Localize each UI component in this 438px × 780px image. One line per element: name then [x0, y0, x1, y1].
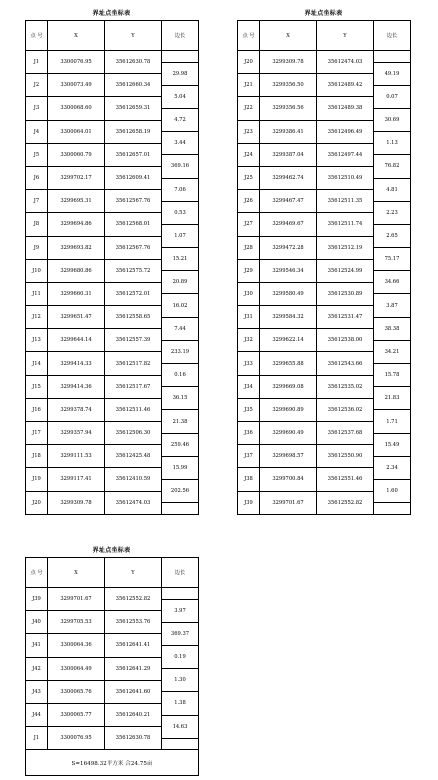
y-coordinate: 35612557.39 [105, 329, 162, 352]
y-coordinate: 35612575.72 [105, 259, 162, 282]
point-id: J2 [26, 74, 48, 97]
point-id: J12 [26, 306, 48, 329]
point-id: J24 [238, 143, 260, 166]
edge-blank [162, 588, 199, 600]
edge-length: 1.13 [374, 132, 411, 155]
x-coordinate: 3299309.78 [260, 51, 317, 74]
point-id: J8 [26, 213, 48, 236]
y-coordinate: 35612511.35 [317, 190, 374, 213]
y-coordinate: 35612609.41 [105, 166, 162, 189]
x-coordinate: 3299414.33 [48, 352, 105, 375]
point-id: J5 [26, 143, 48, 166]
y-coordinate: 35612489.42 [317, 74, 374, 97]
x-coordinate: 3299660.31 [48, 282, 105, 305]
y-coordinate: 35612410.59 [105, 468, 162, 491]
header-y: Y [105, 21, 162, 51]
point-id: J1 [26, 727, 48, 750]
point-id: J28 [238, 236, 260, 259]
y-coordinate: 35612658.19 [105, 120, 162, 143]
point-id: J20 [26, 491, 48, 514]
header-edge: 边长 [162, 558, 199, 588]
x-coordinate: 3299386.41 [260, 120, 317, 143]
y-coordinate: 35612425.48 [105, 445, 162, 468]
x-coordinate: 3299356.56 [260, 97, 317, 120]
edge-length: 15.78 [374, 364, 411, 387]
point-id: J13 [26, 329, 48, 352]
point-id: J37 [238, 445, 260, 468]
coordinate-grid [25, 20, 199, 515]
point-id: J33 [238, 352, 260, 375]
point-id: J4 [26, 120, 48, 143]
x-coordinate: 3300073.49 [48, 74, 105, 97]
edge-length: 7.44 [162, 317, 199, 340]
point-id: J23 [238, 120, 260, 143]
point-id: J17 [26, 422, 48, 445]
header-y: Y [105, 558, 162, 588]
x-coordinate: 3299111.53 [48, 445, 105, 468]
edge-length: 1.07 [162, 224, 199, 247]
x-coordinate: 3299357.94 [48, 422, 105, 445]
x-coordinate: 3299690.49 [260, 422, 317, 445]
edge-length: 3.97 [162, 599, 199, 622]
header-edge: 边长 [374, 21, 411, 51]
point-id: J27 [238, 213, 260, 236]
coordinate-table-1 [25, 8, 198, 513]
x-coordinate: 3299580.49 [260, 282, 317, 305]
edge-length: 30.69 [374, 108, 411, 131]
y-coordinate: 35612543.66 [317, 352, 374, 375]
x-coordinate: 3299622.14 [260, 329, 317, 352]
edge-length: 4.81 [374, 178, 411, 201]
edge-length: 0.19 [162, 645, 199, 668]
edge-length: 76.82 [374, 155, 411, 178]
edge-length: 36.15 [162, 387, 199, 410]
point-id: J32 [238, 329, 260, 352]
x-coordinate: 3300068.60 [48, 97, 105, 120]
x-coordinate: 3300060.79 [48, 143, 105, 166]
point-id: J26 [238, 190, 260, 213]
edge-length: 20.89 [162, 271, 199, 294]
point-id: J39 [238, 491, 260, 514]
point-id: J43 [26, 680, 48, 703]
point-id: J22 [238, 97, 260, 120]
x-coordinate: 3299702.17 [48, 166, 105, 189]
x-coordinate: 3300076.95 [48, 51, 105, 74]
x-coordinate: 3299472.28 [260, 236, 317, 259]
edge-length: 0.16 [162, 364, 199, 387]
point-id: J40 [26, 611, 48, 634]
edge-length: 7.06 [162, 178, 199, 201]
header-point: 点 号 [26, 21, 48, 51]
edge-length: 0.07 [374, 85, 411, 108]
y-coordinate: 35612641.60 [105, 680, 162, 703]
coordinate-table-3 [25, 545, 198, 770]
y-coordinate: 35612506.30 [105, 422, 162, 445]
y-coordinate: 35612567.76 [105, 236, 162, 259]
point-id: J29 [238, 259, 260, 282]
point-id: J18 [26, 445, 48, 468]
y-coordinate: 35612550.90 [317, 445, 374, 468]
y-coordinate: 35612510.49 [317, 166, 374, 189]
edge-length: 34.66 [374, 271, 411, 294]
edge-length: 2.65 [374, 224, 411, 247]
x-coordinate: 3300065.76 [48, 680, 105, 703]
edge-length: 1.60 [374, 479, 411, 502]
x-coordinate: 3300076.95 [48, 727, 105, 750]
point-id: J38 [238, 468, 260, 491]
x-coordinate: 3300064.49 [48, 657, 105, 680]
y-coordinate: 35612538.00 [317, 329, 374, 352]
edge-length: 34.21 [374, 340, 411, 363]
edge-length: 1.71 [374, 410, 411, 433]
x-coordinate: 3299469.67 [260, 213, 317, 236]
point-id: J36 [238, 422, 260, 445]
x-coordinate: 3299309.78 [48, 491, 105, 514]
point-id: J11 [26, 282, 48, 305]
edge-length: 1.38 [162, 692, 199, 715]
point-id: J21 [238, 74, 260, 97]
y-coordinate: 35612641.29 [105, 657, 162, 680]
x-coordinate: 3299651.47 [48, 306, 105, 329]
y-coordinate: 35612641.41 [105, 634, 162, 657]
x-coordinate: 3299378.74 [48, 398, 105, 421]
coordinate-grid [25, 557, 199, 776]
table-title: 界址点坐标表 [92, 547, 131, 554]
header-row [238, 21, 411, 51]
x-coordinate: 3300065.77 [48, 703, 105, 726]
y-coordinate: 35612535.02 [317, 375, 374, 398]
coordinate-grid [237, 20, 411, 515]
header-edge: 边长 [162, 21, 199, 51]
edge-length: 4.72 [162, 108, 199, 131]
point-id: J44 [26, 703, 48, 726]
y-coordinate: 35612568.01 [105, 213, 162, 236]
y-coordinate: 35612660.34 [105, 74, 162, 97]
y-coordinate: 35612552.82 [317, 491, 374, 514]
x-coordinate: 3299700.84 [260, 468, 317, 491]
x-coordinate: 3299644.14 [48, 329, 105, 352]
x-coordinate: 3300064.01 [48, 120, 105, 143]
x-coordinate: 3300064.36 [48, 634, 105, 657]
header-x: X [48, 21, 105, 51]
x-coordinate: 3299701.67 [48, 588, 105, 611]
edge-length: 1.30 [162, 669, 199, 692]
x-coordinate: 3299546.34 [260, 259, 317, 282]
table-row [26, 588, 199, 600]
edge-length: 3.87 [374, 294, 411, 317]
point-id: J16 [26, 398, 48, 421]
point-id: J6 [26, 166, 48, 189]
header-point: 点 号 [26, 558, 48, 588]
x-coordinate: 3299698.57 [260, 445, 317, 468]
edge-blank [162, 738, 199, 750]
y-coordinate: 35612657.01 [105, 143, 162, 166]
y-coordinate: 35612530.89 [317, 282, 374, 305]
y-coordinate: 35612511.46 [105, 398, 162, 421]
point-id: J41 [26, 634, 48, 657]
header-row [26, 558, 199, 588]
y-coordinate: 35612536.02 [317, 398, 374, 421]
y-coordinate: 35612630.78 [105, 727, 162, 750]
point-id: J42 [26, 657, 48, 680]
edge-blank [374, 503, 411, 515]
point-id: J10 [26, 259, 48, 282]
x-coordinate: 3299695.31 [48, 190, 105, 213]
x-coordinate: 3299705.53 [48, 611, 105, 634]
edge-length: 16.02 [162, 294, 199, 317]
edge-length: 3.44 [162, 132, 199, 155]
x-coordinate: 3299462.74 [260, 166, 317, 189]
edge-length: 5.04 [162, 85, 199, 108]
edge-length: 75.17 [374, 248, 411, 271]
y-coordinate: 35612531.47 [317, 306, 374, 329]
header-y: Y [317, 21, 374, 51]
edge-length: 14.63 [162, 715, 199, 738]
table-title: 界址点坐标表 [304, 10, 343, 17]
point-id: J19 [26, 468, 48, 491]
x-coordinate: 3299117.41 [48, 468, 105, 491]
edge-length: 2.34 [374, 456, 411, 479]
edge-length: 15.21 [162, 248, 199, 271]
y-coordinate: 35612512.19 [317, 236, 374, 259]
y-coordinate: 35612537.68 [317, 422, 374, 445]
edge-length: 15.99 [162, 456, 199, 479]
y-coordinate: 35612551.46 [317, 468, 374, 491]
point-id: J15 [26, 375, 48, 398]
table-row [26, 51, 199, 63]
edge-length: 2.23 [374, 201, 411, 224]
y-coordinate: 35612489.38 [317, 97, 374, 120]
x-coordinate: 3299694.86 [48, 213, 105, 236]
point-id: J1 [26, 51, 48, 74]
edge-length: 38.38 [374, 317, 411, 340]
edge-length: 233.19 [162, 340, 199, 363]
x-coordinate: 3299655.88 [260, 352, 317, 375]
y-coordinate: 35612474.03 [105, 491, 162, 514]
x-coordinate: 3299690.89 [260, 398, 317, 421]
x-coordinate: 3299467.47 [260, 190, 317, 213]
header-x: X [260, 21, 317, 51]
y-coordinate: 35612558.65 [105, 306, 162, 329]
point-id: J25 [238, 166, 260, 189]
edge-length: 29.98 [162, 62, 199, 85]
x-coordinate: 3299680.86 [48, 259, 105, 282]
point-id: J30 [238, 282, 260, 305]
x-coordinate: 3299356.50 [260, 74, 317, 97]
x-coordinate: 3299387.04 [260, 143, 317, 166]
header-point: 点 号 [238, 21, 260, 51]
footer-row [26, 750, 199, 776]
y-coordinate: 35612552.82 [105, 588, 162, 611]
header-row [26, 21, 199, 51]
y-coordinate: 35612630.78 [105, 51, 162, 74]
coordinate-table-2 [237, 8, 410, 513]
y-coordinate: 35612497.44 [317, 143, 374, 166]
point-id: J3 [26, 97, 48, 120]
point-id: J35 [238, 398, 260, 421]
area-summary: S=16498.32平方米 合24.75亩 [26, 750, 199, 776]
y-coordinate: 35612524.99 [317, 259, 374, 282]
table-row [238, 51, 411, 63]
y-coordinate: 35612567.76 [105, 190, 162, 213]
x-coordinate: 3299693.82 [48, 236, 105, 259]
y-coordinate: 35612553.76 [105, 611, 162, 634]
edge-blank [162, 51, 199, 63]
point-id: J39 [26, 588, 48, 611]
edge-length: 21.38 [162, 410, 199, 433]
x-coordinate: 3299584.32 [260, 306, 317, 329]
point-id: J20 [238, 51, 260, 74]
point-id: J31 [238, 306, 260, 329]
point-id: J9 [26, 236, 48, 259]
y-coordinate: 35612640.21 [105, 703, 162, 726]
y-coordinate: 35612517.67 [105, 375, 162, 398]
point-id: J14 [26, 352, 48, 375]
y-coordinate: 35612517.82 [105, 352, 162, 375]
y-coordinate: 35612572.01 [105, 282, 162, 305]
edge-length: 0.53 [162, 201, 199, 224]
edge-length: 21.83 [374, 387, 411, 410]
x-coordinate: 3299701.67 [260, 491, 317, 514]
edge-length: 49.19 [374, 62, 411, 85]
edge-length: 259.46 [162, 433, 199, 456]
edge-blank [374, 51, 411, 63]
edge-blank [162, 503, 199, 515]
y-coordinate: 35612496.49 [317, 120, 374, 143]
edge-length: 202.56 [162, 479, 199, 502]
edge-length: 369.16 [162, 155, 199, 178]
x-coordinate: 3299669.08 [260, 375, 317, 398]
edge-length: 15.49 [374, 433, 411, 456]
y-coordinate: 35612474.03 [317, 51, 374, 74]
edge-length: 369.37 [162, 622, 199, 645]
header-x: X [48, 558, 105, 588]
table-title: 界址点坐标表 [92, 10, 131, 17]
x-coordinate: 3299414.36 [48, 375, 105, 398]
point-id: J34 [238, 375, 260, 398]
y-coordinate: 35612659.31 [105, 97, 162, 120]
point-id: J7 [26, 190, 48, 213]
y-coordinate: 35612511.74 [317, 213, 374, 236]
